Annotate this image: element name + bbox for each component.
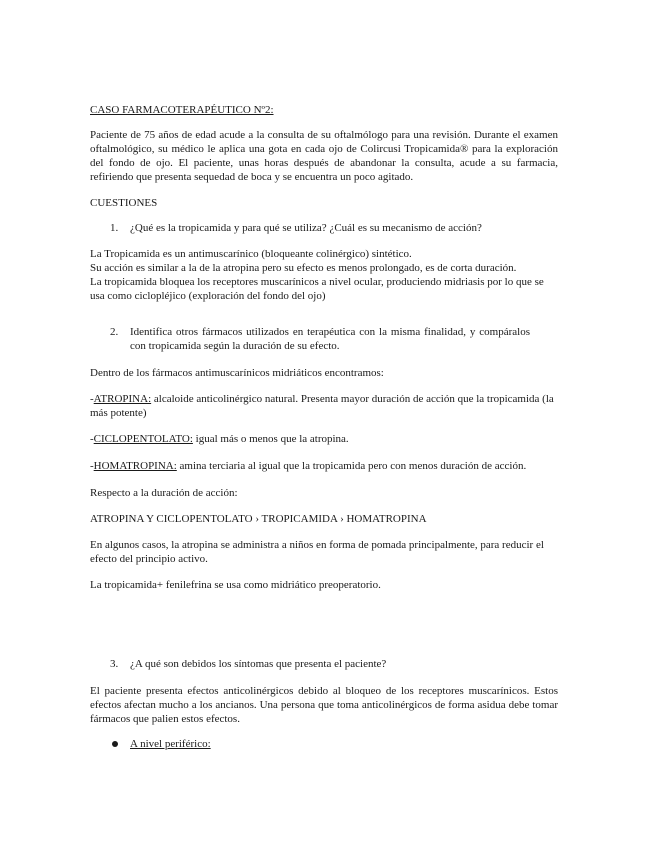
- bullet-icon: [112, 741, 118, 747]
- question-1-number: 1.: [110, 222, 119, 234]
- answer-1-line-2: Su acción es similar a la de la atropina pero su efecto es menos prolongado, es de corta duración.: [90, 262, 517, 274]
- drug-item-atropina: [90, 392, 558, 420]
- duration-ranking: ATROPINA Y CICLOPENTOLATO › TROPICAMIDA › HOMATROPINA: [90, 513, 427, 525]
- question-3-answer: El paciente presenta efectos anticolinérgicos debido al bloqueo de los receptores muscarínicos. Estos efectos afectan mucho a los ancianos. Una persona que toma anticolinérgicos de forma asidua debe tomar fármacos que palien estos efectos.: [90, 685, 558, 725]
- drug-description: amina terciaria al igual que la tropicamida pero con menos duración de acción.: [176, 460, 527, 472]
- combo-note: La tropicamida+ fenilefrina se usa como midriático preoperatorio.: [90, 579, 381, 591]
- drug-name: HOMATROPINA:: [93, 460, 177, 472]
- answer-1-line-3: La tropicamida bloquea los receptores muscarínicos a nivel ocular, produciendo midriasis por lo que se usa como ciclopléjico (exploración del fondo del ojo): [90, 276, 544, 302]
- question-1-answer: [90, 247, 558, 303]
- question-2-number: 2.: [110, 326, 119, 338]
- question-2-intro: Dentro de los fármacos antimuscarínicos midriáticos encontramos:: [90, 367, 384, 379]
- children-note: En algunos casos, la atropina se administra a niños en forma de pomada principalmente, para reducir el efecto del principio activo.: [90, 539, 544, 565]
- question-3-text: ¿A qué son debidos los síntomas que presenta el paciente?: [130, 658, 387, 670]
- drug-prefix: -: [90, 460, 94, 472]
- question-2-text: Identifica otros fármacos utilizados en terapéutica con la misma finalidad, y compáralos con tropicamida según la duración de su efecto.: [130, 326, 530, 352]
- section-heading: CUESTIONES: [90, 197, 158, 209]
- bullet-item: A nivel periférico:: [130, 738, 211, 750]
- case-intro: Paciente de 75 años de edad acude a la consulta de su oftalmólogo para una revisión. Durante el examen oftalmológico, su médico le aplica una gota en cada ojo de Colircusi Tropicamida® para la exploración del fondo de ojo. El paciente, unas horas después de abandonar la consulta, acude a su farmacia, refiriendo que presenta sequedad de boca y se encuentra un poco agitado.: [90, 129, 558, 183]
- drug-item-ciclopentolato: [90, 432, 558, 446]
- drug-description: igual más o menos que la atropina.: [192, 433, 349, 445]
- drug-item-homatropina: [90, 459, 558, 473]
- drug-prefix: -: [90, 393, 94, 405]
- drug-prefix: -: [90, 433, 94, 445]
- duration-intro: Respecto a la duración de acción:: [90, 487, 238, 499]
- drug-description: alcaloide anticolinérgico natural. Presenta mayor duración de acción que la tropicamida (la más potente): [90, 393, 554, 419]
- drug-name: CICLOPENTOLATO:: [93, 433, 193, 445]
- answer-1-line-1: La Tropicamida es un antimuscarínico (bloqueante colinérgico) sintético.: [90, 248, 412, 260]
- question-3-number: 3.: [110, 658, 119, 670]
- drug-name: ATROPINA:: [93, 393, 152, 405]
- page-title: CASO FARMACOTERAPÉUTICO Nº2:: [90, 104, 274, 116]
- question-1-text: ¿Qué es la tropicamida y para qué se utiliza? ¿Cuál es su mecanismo de acción?: [130, 222, 482, 234]
